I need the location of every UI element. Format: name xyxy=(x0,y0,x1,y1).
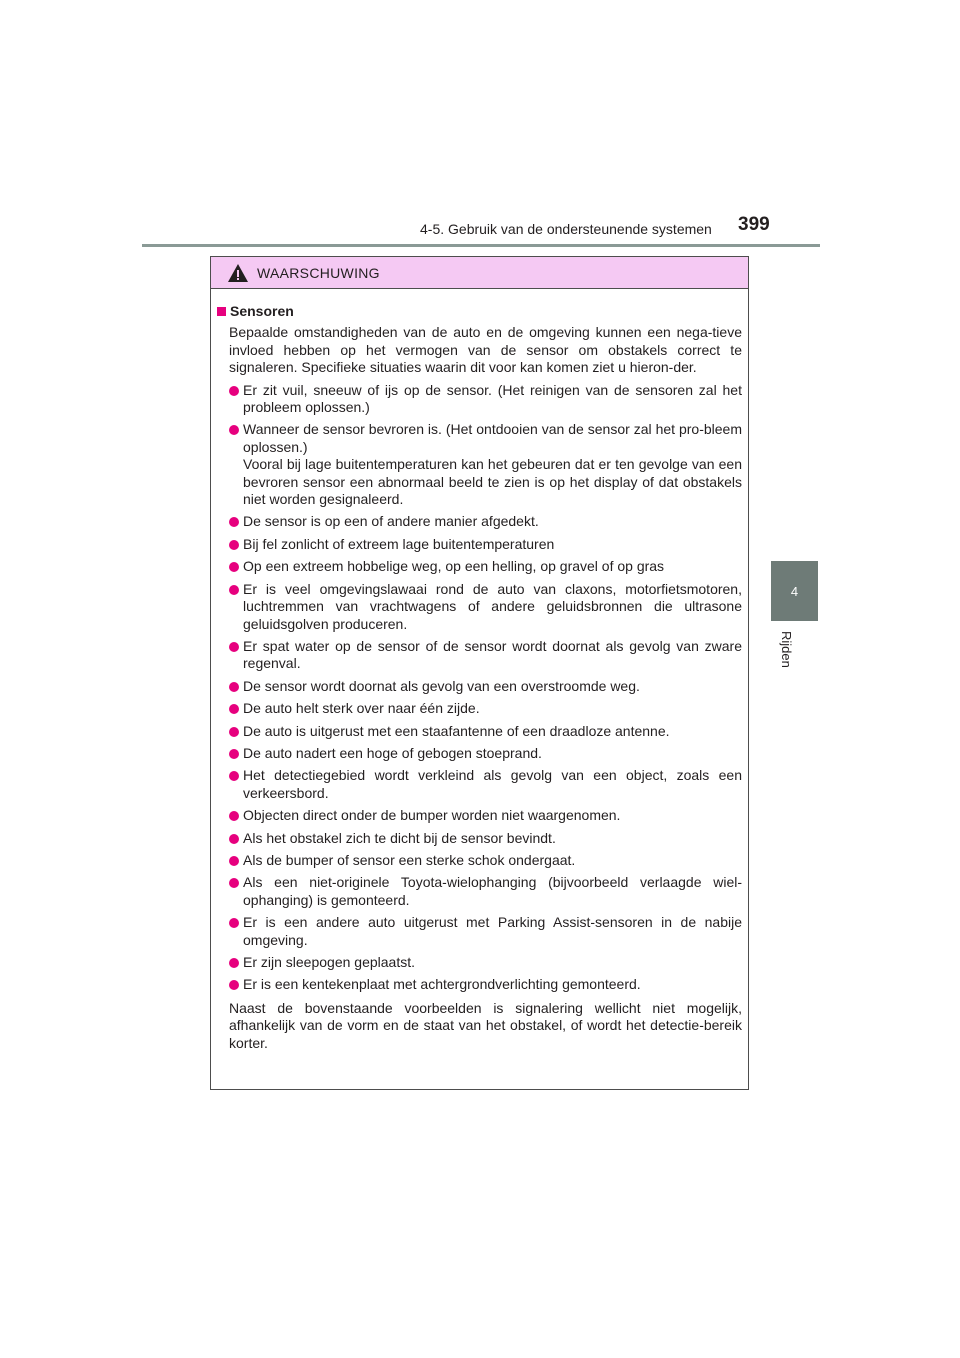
list-item: Het detectiegebied wordt verkleind als gevolg van een object, zoals een verkeersbord. xyxy=(217,767,742,802)
bullet-dot-icon xyxy=(229,958,239,968)
chapter-number: 4 xyxy=(790,583,799,599)
warning-content xyxy=(211,289,748,1052)
list-item: Er is een kentekenplaat met achtergrondverlichting gemonteerd. xyxy=(217,976,742,993)
page-number: 399 xyxy=(738,214,770,235)
bullet-dot-icon xyxy=(229,811,239,821)
section-heading-text: Sensoren xyxy=(230,303,294,319)
chapter-tab[interactable] xyxy=(771,561,818,621)
bullet-dot-icon xyxy=(229,540,239,550)
warning-title: WAARSCHUWING xyxy=(257,264,380,281)
bullet-dot-icon xyxy=(229,834,239,844)
list-item: Er spat water op de sensor of de sensor wordt doornat als gevolg van zware regenval. xyxy=(217,638,742,673)
bullet-dot-icon xyxy=(229,682,239,692)
list-item: De sensor wordt doornat als gevolg van een overstroomde weg. xyxy=(217,678,742,695)
list-item: Bij fel zonlicht of extreem lage buitentemperaturen xyxy=(217,536,742,553)
chapter-label: Rijden xyxy=(779,631,794,668)
list-item: Er is veel omgevingslawaai rond de auto van claxons, motorfietsmotoren, luchtremmen van vrachtwagens of andere geluidsbronnen die ultrasone geluidsgolven produceren. xyxy=(217,581,742,633)
bullet-dot-icon xyxy=(229,585,239,595)
bullet-dot-icon xyxy=(229,517,239,527)
bullet-dot-icon xyxy=(229,562,239,572)
bullet-dot-icon xyxy=(229,386,239,396)
bullet-dot-icon xyxy=(229,425,239,435)
square-bullet-icon xyxy=(217,307,226,316)
list-item: De auto is uitgerust met een staafantenne of een draadloze antenne. xyxy=(217,723,742,740)
bullet-dot-icon xyxy=(229,980,239,990)
list-item: Er zit vuil, sneeuw of ijs op de sensor. (Het reinigen van de sensoren zal het probleem oplossen.) xyxy=(217,382,742,417)
section-heading xyxy=(217,303,742,320)
bullet-dot-icon xyxy=(229,856,239,866)
list-item: De auto helt sterk over naar één zijde. xyxy=(217,700,742,717)
list-item: De auto nadert een hoge of gebogen stoeprand. xyxy=(217,745,742,762)
list-item: Er is een andere auto uitgerust met Parking Assist-sensoren in de nabije omgeving. xyxy=(217,914,742,949)
section-title: 4-5. Gebruik van de ondersteunende systemen xyxy=(420,221,712,237)
closing-paragraph: Naast de bovenstaande voorbeelden is signalering wellicht niet mogelijk, afhankelijk van de vorm en de staat van het obstakel, of wordt het detectie-bereik korter. xyxy=(229,999,742,1051)
list-item: Objecten direct onder de bumper worden niet waargenomen. xyxy=(217,807,742,824)
list-item: Er zijn sleepogen geplaatst. xyxy=(217,954,742,971)
bullet-dot-icon xyxy=(229,727,239,737)
warning-header xyxy=(211,257,748,289)
bullet-dot-icon xyxy=(229,704,239,714)
list-item: Op een extreem hobbelige weg, op een helling, op gravel of op gras xyxy=(217,558,742,575)
list-item: Als het obstakel zich te dicht bij de sensor bevindt. xyxy=(217,830,742,847)
condition-list xyxy=(217,382,742,994)
list-item: Als de bumper of sensor een sterke schok ondergaat. xyxy=(217,852,742,869)
bullet-dot-icon xyxy=(229,749,239,759)
bullet-dot-icon xyxy=(229,918,239,928)
bullet-dot-icon xyxy=(229,642,239,652)
header-rule xyxy=(142,244,820,247)
list-item: Wanneer de sensor bevroren is. (Het ontdooien van de sensor zal het pro-bleem oplossen.) Vooral bij lage buitentemperaturen kan het gebeuren dat er ten gevolge van een bevroren sensor een abnormaal beeld te zien is op het display of dat obstakels niet worden gesignaleerd. xyxy=(217,421,742,508)
intro-paragraph: Bepaalde omstandigheden van de auto en de omgeving kunnen een nega-tieve invloed hebben op het vermogen van de sensor om obstakels correct te signaleren. Specifieke situaties waarin dit voor kan komen ziet u hieron-der. xyxy=(229,324,742,376)
bullet-dot-icon xyxy=(229,771,239,781)
list-item: Als een niet-originele Toyota-wielophanging (bijvoorbeeld verlaagde wiel-ophanging) is gemonteerd. xyxy=(217,874,742,909)
warning-triangle-icon xyxy=(227,263,249,283)
list-item: De sensor is op een of andere manier afgedekt. xyxy=(217,513,742,530)
bullet-dot-icon xyxy=(229,878,239,888)
warning-box xyxy=(210,256,749,1090)
